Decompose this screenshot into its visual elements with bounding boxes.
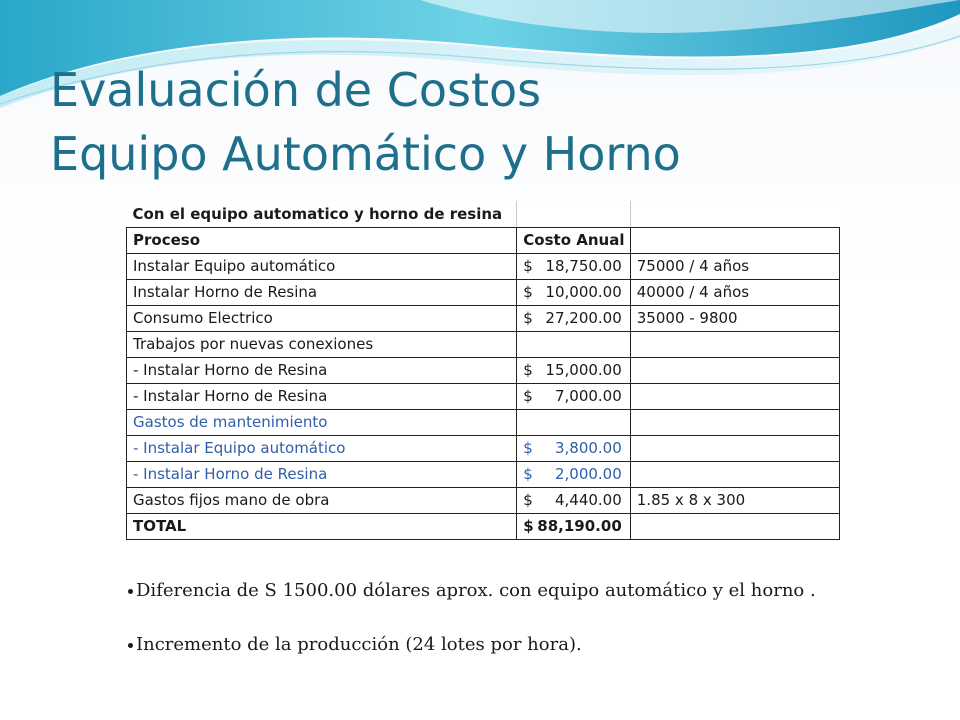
- total-cost: [517, 513, 630, 539]
- cell-costo: [517, 305, 630, 331]
- table-row: [127, 409, 840, 435]
- cell-costo: [517, 409, 630, 435]
- cell-proceso: Gastos fijos mano de obra: [127, 487, 517, 513]
- bullet-list: [128, 578, 928, 686]
- cell-costo: [517, 253, 630, 279]
- cost-value: 27,200.00: [545, 309, 622, 327]
- bullet-item: Incremento de la producción (24 lotes por hora).: [128, 632, 928, 658]
- cell-nota: [630, 331, 839, 357]
- table-row: [127, 487, 840, 513]
- currency-symbol: $: [523, 283, 533, 301]
- table-row: [127, 461, 840, 487]
- cell-nota: [630, 409, 839, 435]
- table-row: [127, 331, 840, 357]
- table-total-row: [127, 513, 840, 539]
- cell-costo: [517, 383, 630, 409]
- header-costo-anual: Costo Anual: [517, 227, 630, 253]
- cost-value: 7,000.00: [554, 387, 622, 405]
- table-row: [127, 253, 840, 279]
- total-label: TOTAL: [127, 513, 517, 539]
- cost-value: 3,800.00: [554, 439, 622, 457]
- currency-symbol: $: [523, 465, 533, 483]
- currency-symbol: $: [523, 361, 533, 379]
- cost-value: 2,000.00: [554, 465, 622, 483]
- header-proceso: Proceso: [127, 227, 517, 253]
- currency-symbol: $: [523, 517, 534, 535]
- cell-nota: [630, 461, 839, 487]
- cell-costo: [517, 487, 630, 513]
- currency-symbol: $: [523, 309, 533, 327]
- cost-value: 18,750.00: [545, 257, 622, 275]
- cell-nota: 40000 / 4 años: [630, 279, 839, 305]
- cell-proceso: - Instalar Horno de Resina: [127, 461, 517, 487]
- cell-proceso: Trabajos por nuevas conexiones: [127, 331, 517, 357]
- cell-costo: [517, 357, 630, 383]
- total-value: 88,190.00: [537, 517, 622, 535]
- table-row: [127, 383, 840, 409]
- cell-nota: 35000 - 9800: [630, 305, 839, 331]
- header-notes: [630, 227, 839, 253]
- bullet-item: Diferencia de S 1500.00 dólares aprox. con equipo automático y el horno .: [128, 578, 928, 604]
- cost-table: [126, 201, 840, 540]
- table-caption: Con el equipo automatico y horno de resina: [127, 201, 517, 227]
- currency-symbol: $: [523, 439, 533, 457]
- empty-cell: [630, 201, 839, 227]
- table-caption-row: [127, 201, 840, 227]
- cost-table-image: [126, 201, 840, 547]
- cell-nota: [630, 435, 839, 461]
- title-line-2: Equipo Automático y Horno: [50, 127, 681, 181]
- slide-title: [50, 58, 930, 186]
- cell-costo: [517, 331, 630, 357]
- currency-symbol: $: [523, 387, 533, 405]
- table-row: [127, 279, 840, 305]
- cell-proceso: - Instalar Horno de Resina: [127, 357, 517, 383]
- table-header-row: [127, 227, 840, 253]
- cell-costo: [517, 279, 630, 305]
- cell-nota: [630, 383, 839, 409]
- table-row: [127, 357, 840, 383]
- cell-proceso: Instalar Horno de Resina: [127, 279, 517, 305]
- cell-proceso: Gastos de mantenimiento: [127, 409, 517, 435]
- cell-nota: 75000 / 4 años: [630, 253, 839, 279]
- cost-value: 4,440.00: [554, 491, 622, 509]
- cell-costo: [517, 461, 630, 487]
- cost-value: 15,000.00: [545, 361, 622, 379]
- cell-proceso: Consumo Electrico: [127, 305, 517, 331]
- total-nota: [630, 513, 839, 539]
- cell-proceso: Instalar Equipo automático: [127, 253, 517, 279]
- cost-value: 10,000.00: [545, 283, 622, 301]
- table-row: [127, 305, 840, 331]
- cell-nota: [630, 357, 839, 383]
- currency-symbol: $: [523, 491, 533, 509]
- cell-proceso: - Instalar Equipo automático: [127, 435, 517, 461]
- cell-proceso: - Instalar Horno de Resina: [127, 383, 517, 409]
- title-line-1: Evaluación de Costos: [50, 63, 542, 117]
- empty-cell: [517, 201, 630, 227]
- table-row: [127, 435, 840, 461]
- cell-nota: 1.85 x 8 x 300: [630, 487, 839, 513]
- cell-costo: [517, 435, 630, 461]
- currency-symbol: $: [523, 257, 533, 275]
